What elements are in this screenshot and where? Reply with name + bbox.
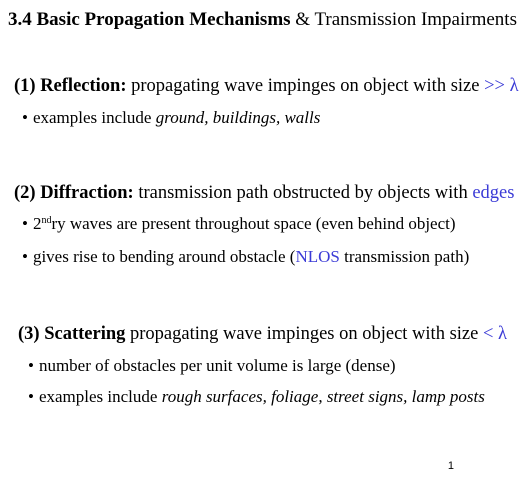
bullet-italic: rough surfaces, foliage, street signs, lamp posts: [161, 387, 485, 406]
section-text: transmission path obstructed by objects with: [133, 183, 473, 203]
superscript: nd: [41, 215, 52, 226]
bullet-scattering-examples: [28, 386, 485, 408]
bullet-dot: •: [28, 387, 34, 406]
bullet-text-rest: ry waves are present throughout space (even behind object): [51, 214, 456, 233]
edges-highlight: edges: [472, 183, 515, 203]
nlos-highlight: NLOS: [295, 247, 340, 266]
title-rest: & Transmission Impairments: [290, 9, 517, 30]
page-number: 1: [447, 460, 454, 472]
section-reflection-heading: [14, 74, 519, 98]
bullet-obstacles-density: [28, 355, 396, 377]
bullet-dot: •: [22, 214, 28, 233]
bullet-text: examples include: [32, 108, 156, 127]
bullet-text: examples include: [38, 387, 162, 406]
bullet-reflection-examples: [22, 107, 320, 129]
section-label: (1) Reflection:: [14, 76, 127, 96]
bullet-text: number of obstacles per unit volume is large (dense): [38, 356, 396, 375]
size-symbol: < λ: [482, 324, 507, 344]
title-bold: 3.4 Basic Propagation Mechanisms: [8, 9, 291, 30]
section-label: (3) Scattering: [18, 324, 126, 344]
bullet-italic: ground, buildings, walls: [155, 108, 321, 127]
bullet-dot: •: [22, 247, 28, 266]
bullet-text-rest: transmission path): [339, 247, 470, 266]
size-symbol: >> λ: [484, 76, 519, 96]
bullet-secondary-waves: [22, 213, 456, 235]
bullet-bending: [22, 246, 469, 268]
section-text: propagating wave impinges on object with size: [125, 324, 483, 344]
section-scattering-heading: [18, 322, 507, 346]
slide-title: [8, 6, 517, 34]
section-diffraction-heading: [14, 181, 514, 205]
bullet-text: gives rise to bending around obstacle (: [32, 247, 296, 266]
bullet-dot: •: [22, 108, 28, 127]
section-label: (2) Diffraction:: [14, 183, 134, 203]
bullet-dot: •: [28, 356, 34, 375]
section-text: propagating wave impinges on object with size: [126, 76, 485, 96]
bullet-text: 2: [32, 214, 42, 233]
